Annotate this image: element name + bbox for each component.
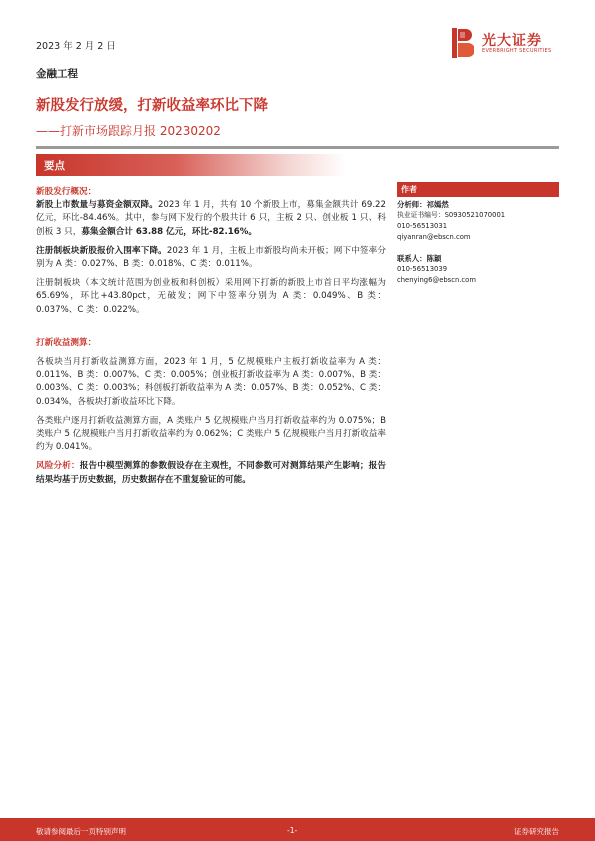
analyst-cert: 执业证书编号：S0930521070001 [397, 211, 506, 219]
analyst-phone: 010-56513031 [397, 222, 448, 230]
analyst-name: 分析师：祁嫣然 [397, 200, 449, 209]
brand-logo-icon [452, 28, 474, 58]
registration-lead: 注册制板块新股报价入围率下降。 [36, 245, 167, 256]
risk-text: 报告中模型测算的参数假设存在主观性，不同参数可对测算结果产生影响；报告结果均基于历史数据，历史数据存在不重复验证的可能。 [36, 461, 386, 485]
page-number: -1- [287, 826, 298, 835]
analyst-email[interactable]: qiyanran@ebscn.com [397, 233, 471, 241]
company-logo [452, 28, 562, 60]
footer-disclaimer: 敬请参阅最后一页特别声明 [36, 827, 126, 836]
paragraph-account-returns: 各类账户逐月打新收益测算方面，A 类账户 5 亿规模账户当月打新收益率约为 0.075%；B 类账户 5 亿规模账户当月打新收益率约为 0.062%；C 类账户 5 亿规模账户当月打新收益率约为 0.041%。 [36, 415, 386, 453]
author-heading: 作者 [397, 182, 559, 197]
main-board-text: 2023 年 1 月，主板上市新股均尚未开板；网下中签率分别为 A 类：0.027%、B 类：0.018%、C 类：0.011%。 [36, 245, 386, 270]
report-date: 2023 年 2 月 2 日 [36, 41, 116, 52]
returns-heading: 打新收益测算： [36, 337, 97, 348]
key-points-label: 要点 [44, 160, 65, 172]
issuance-heading: 新股发行概况： [36, 187, 97, 197]
paragraph-main-board [36, 245, 386, 271]
issuance-total: 募集金额合计 63.88 亿元，环比-82.16%。 [81, 226, 257, 237]
footer-report-type: 证券研究报告 [514, 827, 559, 836]
logo-cn-text: 光大证券 [482, 33, 542, 49]
section-heading-returns [36, 337, 386, 350]
title-divider [36, 146, 559, 149]
paragraph-board-returns: 各板块当月打新收益测算方面，2023 年 1 月，5 亿规模账户主板打新收益率为 A 类：0.011%、B 类：0.007%、C 类：0.005%；创业板打新收益率为 A 类：0.007%、B 类：0.003%、C 类：0.003%；科创板打新收益率为 A 类：0.057%、B 类：0.052%、C 类：0.034%，各板块打新收益环比下降。 [36, 357, 386, 407]
issuance-text: 2023 年 1 月，共有 10 个新股上市，募集金额共计 69.22 亿元，环比-84.46%。其中，参与网下发行的个股共计 6 只，主板 2 只、创业板 1 只、科创板 3 只， [36, 200, 386, 237]
report-subtitle: ——打新市场跟踪月报 20230202 [36, 124, 221, 138]
main-content [36, 186, 386, 493]
report-title: 新股发行放缓，打新收益率环比下降 [36, 98, 268, 114]
section-heading-issuance [36, 186, 386, 199]
paragraph-registration: 注册制板块（本文统计范围为创业板和科创板）采用网下打新的新股上市首日平均涨幅为 65.69%，环比+43.80pct，无破发；网下中签率分别为 A 类：0.049%、B 类：0.037%、C 类：0.022%。 [36, 278, 386, 315]
issuance-lead: 新股上市数量与募资金额双降。 [36, 200, 158, 211]
contact-phone: 010-56513039 [397, 265, 448, 273]
risk-label: 风险分析： [36, 461, 80, 472]
paragraph-risk [36, 460, 386, 486]
contact-name: 联系人：陈颖 [397, 254, 442, 263]
key-points-banner [36, 154, 346, 176]
logo-en-text: EVERBRIGHT SECURITIES [482, 48, 552, 54]
paragraph-issuance [36, 199, 386, 239]
author-sidebar [397, 182, 559, 286]
report-category: 金融工程 [36, 68, 78, 80]
contact-email[interactable]: chenying6@ebscn.com [397, 276, 476, 284]
